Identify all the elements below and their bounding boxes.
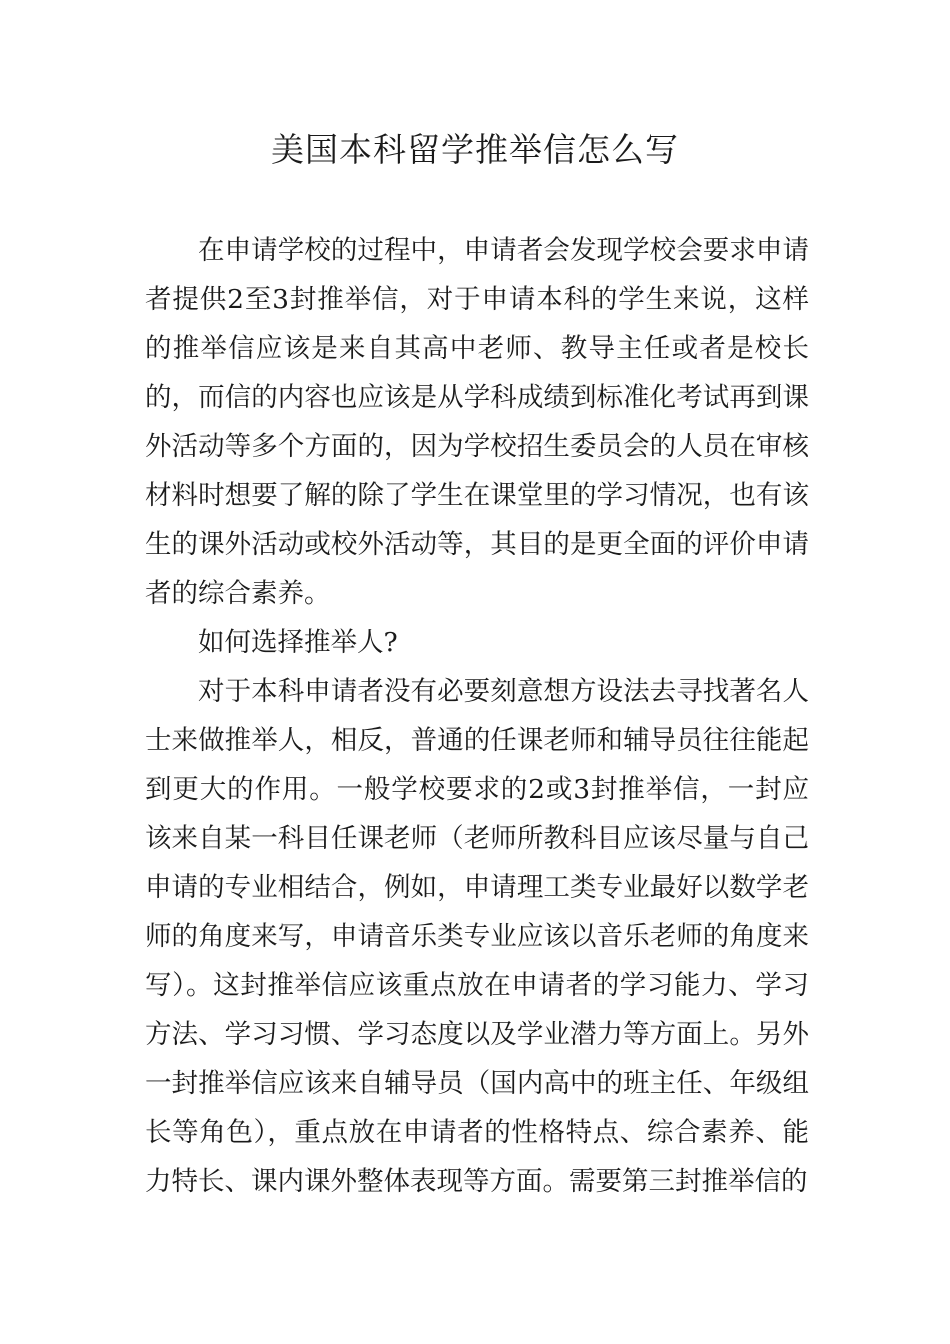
document-body — [145, 226, 809, 1206]
paragraph-intro: 在申请学校的过程中，申请者会发现学校会要求申请者提供2至3封推举信，对于申请本科的学生来说，这样的推举信应该是来自其高中老师、教导主任或者是校长的，而信的内容也应该是从学科成绩到标准化考试再到课外活动等多个方面的，因为学校招生委员会的人员在审核材料时想要了解的除了学生在课堂里的学习情况，也有该生的课外活动或校外活动等，其目的是更全面的评价申请者的综合素养。 — [145, 235, 809, 609]
document-title: 美国本科留学推举信怎么写 — [271, 130, 679, 169]
paragraph-heading-question: 如何选择推举人? — [198, 627, 398, 658]
paragraph-recommender-advice: 对于本科申请者没有必要刻意想方设法去寻找著名人士来做推举人，相反，普通的任课老师和辅导员往往能起到更大的作用。一般学校要求的2或3封推举信，一封应该来自某一科目任课老师（老师所教科目应该尽量与自己申请的专业相结合，例如，申请理工类专业最好以数学老师的角度来写，申请音乐类专业应该以音乐老师的角度来写）。这封推举信应该重点放在申请者的学习能力、学习方法、学习习惯、学习态度以及学业潜力等方面上。另外一封推举信应该来自辅导员（国内高中的班主任、年级组长等角色），重点放在申请者的性格特点、综合素养、能力特长、课内课外整体表现等方面。需要第三封推举信的 — [145, 676, 809, 1197]
